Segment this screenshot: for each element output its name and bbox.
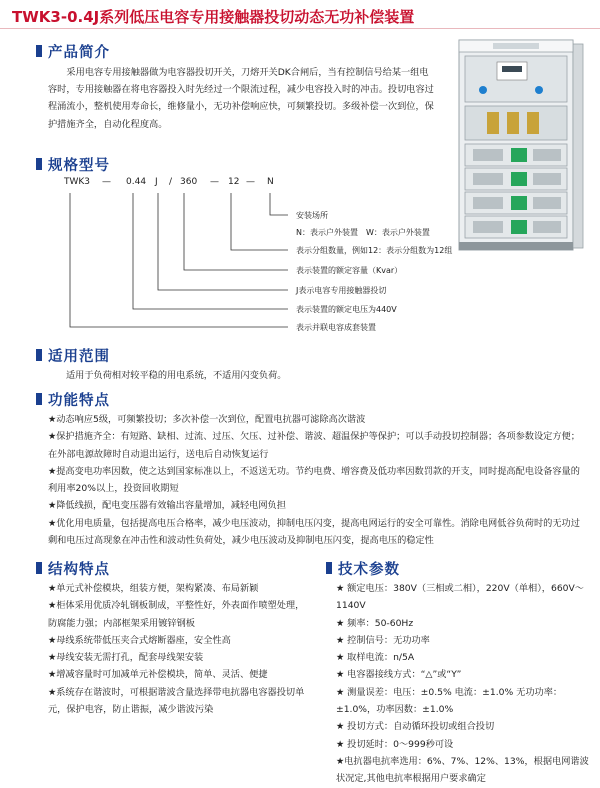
- structure-heading-marker: [36, 562, 42, 574]
- model-code-capacity: 360: [180, 177, 198, 187]
- model-code-dash: —: [102, 177, 111, 187]
- tech-list: [336, 580, 592, 788]
- list-item: ★ 控制信号：无功功率: [336, 634, 430, 646]
- model-code: [64, 177, 279, 191]
- model-code-voltage: 0.44: [126, 177, 147, 187]
- list-item: ★提高变电功率因数，使之达到国家标准以上，不返送无功。节约电费、增容费及低功率因数罚款的开支，同时提高配电设备容量的利用率20%以上，投资回收期短: [48, 465, 580, 495]
- list-item: ★柜体采用优质冷轧钢板制成，平整性好，外表面作喷塑处理，防腐能力强；内部框架采用镀锌钢板: [48, 600, 305, 629]
- intro-heading-marker: [36, 45, 42, 57]
- list-item: ★ 频率：50-60Hz: [336, 617, 414, 629]
- list-item: ★ 测量误差：电压：±0.5% 电流：±1.0% 无功功率：±1.0%，功率因数：±1.0%: [336, 686, 563, 716]
- model-label-voltage: 表示装置的额定电压为440V: [296, 305, 397, 314]
- title-divider: [0, 28, 600, 29]
- cabinet-product-image: [453, 36, 587, 262]
- list-item: ★增减容量时可加减单元补偿模块，简单、灵活、便捷: [48, 669, 268, 681]
- model-label-series: 表示并联电容成套装置: [296, 323, 376, 332]
- model-code-dash: —: [246, 177, 255, 187]
- model-heading-marker: [36, 158, 42, 170]
- list-item: ★优化用电质量，包括提高电压合格率，减少电压波动，抑制电压闪变，提高电网运行的安全可靠性。消除电网低谷负荷时的无功过剩和电压过高现象在冲击性和波动性负荷处，减少电压波动及抑制电压闪变，提高电压的稳定性: [48, 517, 580, 547]
- list-item: ★母线系统带低压夹合式熔断器座，安全性高: [48, 634, 231, 646]
- functions-heading: 功能特点: [48, 393, 110, 409]
- functions-list: [48, 411, 588, 549]
- tech-heading-marker: [326, 562, 332, 574]
- list-item: ★电抗器电抗率选用：6%、7%、12%、13%，根据电网谐波状况定,其他电抗率根据用户要求确定: [336, 755, 589, 785]
- model-code-type: J: [155, 177, 158, 187]
- list-item: ★ 取样电流：n/5A: [336, 652, 415, 664]
- list-item: ★系统存在谐波时，可根据谐波含量选择带电抗器电容器投切单元，保护电容，防止谐振，减少谐波污染: [48, 686, 305, 716]
- scope-heading-marker: [36, 349, 42, 361]
- list-item: ★单元式补偿模块，组装方便，架构紧凑、布局新颖: [48, 583, 259, 594]
- page-title: TWK3-0.4J系列低压电容专用接触器投切动态无功补偿装置: [12, 8, 415, 26]
- intro-text: 采用电容专用接触器做为电容器投切开关，刀熔开关DK合闸后，当有控制信号给某一组电容时，专用接触器在将电容器投入时先经过一个限流过程，减少电容投入时的冲击。投切电容过程涌流小，整机使用寿命长，维修量小，无功补偿响应快，可频繁投切。多级补偿一次到位，保护措施齐全，自动化程度高。: [48, 67, 434, 130]
- scope-text: 适用于负荷相对较平稳的用电系统，不适用闪变负荷。: [66, 370, 287, 381]
- list-item: ★保护措施齐全：有短路、缺相、过流、过压、欠压、过补偿、谐波、超温保护等保护；可以手动投切控制器；各项参数设定方便；在外部电源故障时自动退出运行，送电后自动恢复运行: [48, 431, 580, 460]
- intro-heading: 产品简介: [48, 45, 110, 61]
- structure-heading: 结构特点: [48, 562, 110, 578]
- functions-heading-marker: [36, 393, 42, 405]
- structure-list: [48, 580, 310, 718]
- model-label-capacity: 表示装置的额定容量（Kvar）: [296, 266, 403, 275]
- scope-heading: 适用范围: [48, 349, 110, 365]
- model-code-site: N: [267, 177, 274, 187]
- list-item: ★ 投切延时：0～999秒可设: [336, 738, 454, 750]
- list-item: ★ 电容器接线方式：“△”或“Y”: [336, 669, 462, 681]
- list-item: ★ 投切方式：自动循环投切或组合投切: [336, 721, 495, 733]
- list-item: ★母线安装无需打孔，配套母线架安装: [48, 652, 204, 664]
- list-item: ★ 额定电压：380V（三相或二相），220V（单相），660V～1140V: [336, 583, 584, 612]
- model-label-contactor: J表示电容专用接触器投切: [296, 286, 387, 295]
- list-item: ★动态响应5级，可频繁投切；多次补偿一次到位，配置电抗器可滤除高次谐波: [48, 414, 366, 425]
- model-label-groups: 表示分组数量，例如12：表示分组数为12组: [296, 246, 453, 255]
- model-code-dash: —: [210, 177, 219, 187]
- model-code-series: TWK3: [64, 177, 91, 187]
- model-heading: 规格型号: [48, 158, 110, 174]
- model-label-site: 安装场所: [296, 211, 328, 220]
- tech-heading: 技术参数: [338, 562, 400, 578]
- model-code-groups: 12: [228, 177, 240, 187]
- list-item: ★降低线损，配电变压器有效输出容量增加，减轻电网负担: [48, 500, 286, 512]
- model-code-slash: /: [169, 177, 173, 187]
- model-label-site-options: N：表示户外装置 W：表示户外装置: [296, 228, 430, 237]
